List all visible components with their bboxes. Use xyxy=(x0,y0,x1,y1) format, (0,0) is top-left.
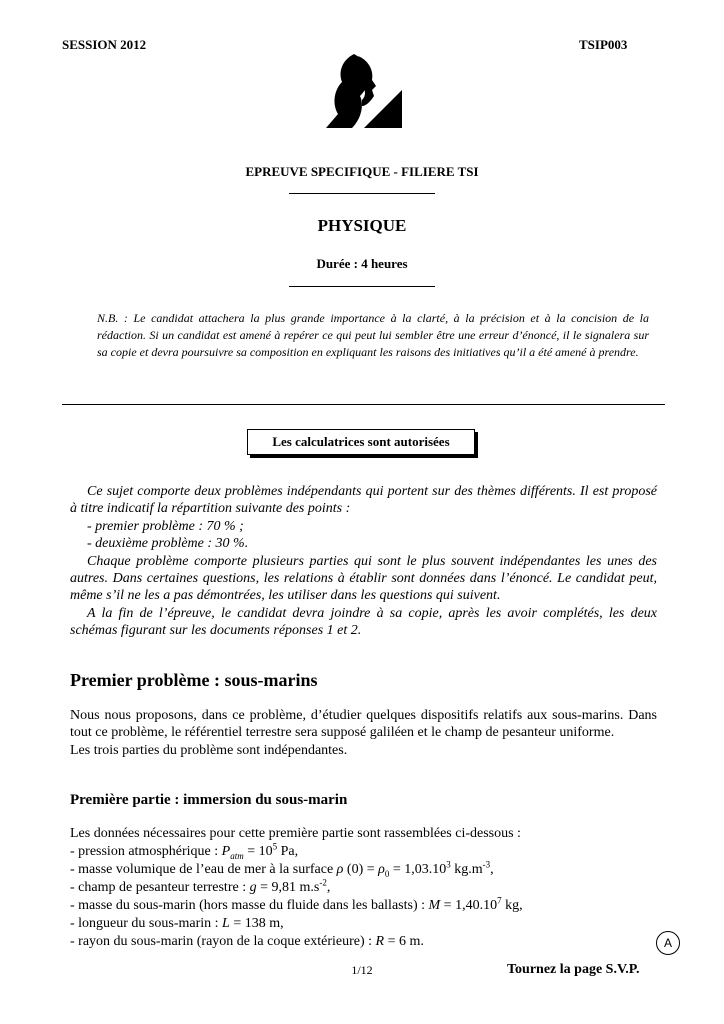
data-radius: - rayon du sous-marin (rayon de la coque extérieure) : R = 6 m. xyxy=(70,934,424,949)
data-length: - longueur du sous-marin : L = 138 m, xyxy=(70,916,284,931)
part-1-data xyxy=(70,825,657,951)
problem-paragraph: Nous nous proposons, dans ce problème, d’étudier quelques dispositifs relatifs aux sous-marins. Dans tout ce problème, le référentiel terrestre sera supposé galiléen et le champ de pesanteur uniforme. xyxy=(70,708,657,741)
subject-title: PHYSIQUE xyxy=(317,216,407,235)
title-rule xyxy=(289,193,435,194)
page-number: 1/12 xyxy=(351,963,373,977)
intro-list-item: - deuxième problème : 30 %. xyxy=(87,536,249,552)
exam-code: TSIP003 xyxy=(579,37,628,52)
intro-paragraph: Ce sujet comporte deux problèmes indépendants qui portent sur des thèmes différents. Il est proposé à titre indicatif la répartition suivante des points : xyxy=(70,484,657,517)
intro-paragraph: Chaque problème comporte plusieurs parties qui sont le plus souvent indépendantes les unes des autres. Dans certaines questions, les relations à établir sont données dans l’énoncé. Le candidat peut, même s’il ne les a pas démontrées, les utiliser dans les questions qui suivent. xyxy=(70,553,657,604)
epreuve-title: EPREUVE SPECIFIQUE - FILIERE TSI xyxy=(245,164,479,179)
part-1-title: Première partie : immersion du sous-marin xyxy=(70,792,348,808)
exam-logo xyxy=(318,52,406,130)
session-label: SESSION 2012 xyxy=(62,37,147,52)
section-divider xyxy=(62,404,665,405)
data-density: - masse volumique de l’eau de mer à la surface ρ $(0) = \rho_0 = 1,03.10^3$ $kg.m^{-3}$, xyxy=(70,859,494,879)
duration: Durée : 4 heures xyxy=(316,256,408,271)
duration-rule xyxy=(289,286,435,287)
intro-paragraph: A la fin de l’épreuve, le candidat devra joindre à sa copie, après les avoir complétés, les deux schémas figurant sur les documents réponses 1 et 2. xyxy=(70,605,657,639)
problem-paragraph: Les trois parties du problème sont indépendantes. xyxy=(70,742,348,758)
data-intro: Les données nécessaires pour cette première partie sont rassemblées ci-dessous : xyxy=(70,826,521,841)
data-mass: - masse du sous-marin (hors masse du fluide dans les ballasts) : $M = 1,40.10^7$ kg, xyxy=(70,895,523,913)
intro-block xyxy=(70,483,657,640)
data-gravity: - champ de pesanteur terrestre : g = 9,81 $m.s^{-2}$, xyxy=(70,877,331,895)
problem-1-title: Premier problème : sous-marins xyxy=(70,670,318,690)
data-pressure: - pression atmosphérique : $P_{atm} = 10^5$ Pa, xyxy=(70,841,299,861)
problem-1-body xyxy=(70,707,657,759)
calculators-notice: Les calculatrices sont autorisées xyxy=(247,429,475,455)
subject-badge: A xyxy=(656,931,680,955)
turn-page-note: Tournez la page S.V.P. xyxy=(507,962,640,977)
nb-note: N.B. : Le candidat attachera la plus grande importance à la clarté, à la précision et à la concision de la rédaction. Si un candidat est amené à repérer ce qui peut lui sembler être une erreur d’énoncé, il le signalera sur sa copie et devra poursuivre sa composition en expliquant les raisons des initiatives qu’il a été amené à prendre. xyxy=(97,311,649,359)
intro-list-item: - premier problème : 70 % ; xyxy=(87,518,244,534)
